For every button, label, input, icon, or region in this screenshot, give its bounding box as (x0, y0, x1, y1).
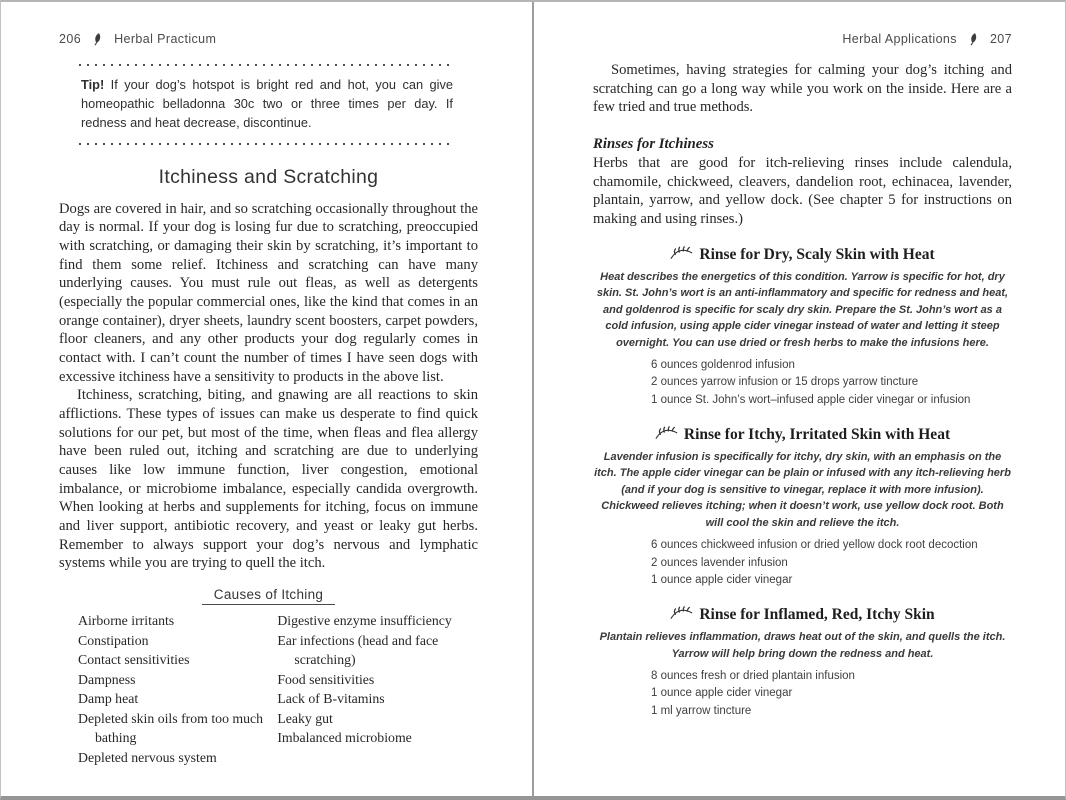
page-gutter-divider (532, 2, 534, 796)
running-head-left (59, 32, 478, 46)
list-item: Airborne irritants (78, 613, 175, 628)
sprig-icon (670, 610, 693, 620)
ingredient-item: 2 ounces yarrow infusion or 15 drops yarrow tincture (651, 376, 919, 389)
recipe-title (593, 606, 1012, 624)
section-title: Itchiness and Scratching (158, 165, 379, 188)
ingredient-item: 6 ounces goldenrod infusion (651, 359, 795, 372)
ingredient-list (651, 537, 1012, 589)
recipe-description: Plantain relieves inflammation, draws heat out of the skin, and quells the itch. Yarrow will help bring down the redness and heat. (599, 631, 1006, 660)
running-head-title: Herbal Practicum (114, 32, 217, 46)
list-item: Imbalanced microbiome (277, 730, 412, 746)
recipe-title (593, 426, 1012, 444)
recipe-title (593, 246, 1012, 264)
list-item: Damp heat (78, 691, 139, 707)
intro-paragraph: Sometimes, having strategies for calming your dog’s itching and scratching can go a long way while you work on the inside. Here are a few tried and true methods. (593, 62, 1012, 116)
body-paragraph: Dogs are covered in hair, and so scratching occasionally throughout the day is normal. If your dog is losing fur due to scratching, preoccupied with scratching, or damaging their skin by scratching, it’s important to find them some relief. Itchiness and scratching can have many underlying causes. You must rule out fleas, as well as detergents (especially the popular commercial ones, like the kind that comes in an orange container), dryer sheets, laundry scent boosters, carpet powders, floor cleaners, and any other products your dog regularly comes in contact with. I can’t count the number of times I have seen dogs with excessive itchiness have a sensitivity to products in the above list. (59, 200, 478, 385)
ingredient-item: 8 ounces fresh or dried plantain infusion (651, 670, 855, 683)
recipe-description: Lavender infusion is specifically for itchy, dry skin, with an emphasis on the itch. The apple cider vinegar can be plain or infused with any itch-relieving herb (and if your dog is sensitive to vinegar, replace it with more infusion). Chickweed relieves itching; when it doesn’t work, use yellow dock root. Both will cool the skin and relieve the itch. (594, 450, 1011, 529)
causes-column-left (78, 611, 267, 768)
ingredient-item: 1 ounce St. John’s wort–infused apple cider vinegar or infusion (651, 393, 971, 406)
causes-of-itching-table (59, 586, 478, 768)
leaf-icon (92, 32, 103, 46)
recipe-rinse-dry-scaly-skin (593, 246, 1012, 409)
list-item: Depleted skin oils from too much bathing (78, 710, 264, 746)
page-right (533, 2, 1065, 796)
list-item: Digestive enzyme insufficiency (277, 613, 452, 628)
causes-column-right (277, 611, 478, 768)
subsection-title: Rinses for Itchiness (593, 136, 714, 153)
list-item: Ear infections (head and face scratching) (277, 632, 439, 668)
running-head-title: Herbal Applications (842, 32, 957, 46)
tip-box (79, 64, 455, 145)
ingredient-list (651, 668, 1012, 720)
ingredient-item: 2 ounces lavender infusion (651, 556, 788, 569)
tip-label: Tip! (81, 77, 105, 92)
recipe-rinse-inflamed-red-itchy-skin (593, 606, 1012, 720)
recipe-title-text: Rinse for Itchy, Irritated Skin with Heat (683, 425, 951, 443)
page-number: 207 (989, 32, 1012, 46)
list-item: Food sensitivities (277, 671, 375, 687)
list-item: Contact sensitivities (78, 652, 190, 668)
tip-body: If your dog’s hotspot is bright red and hot, you can give homeopathic belladonna 30c two or three times per day. If redness and heat decrease, discontinue. (81, 77, 453, 131)
recipe-description: Heat describes the energetics of this condition. Yarrow is specific for hot, dry skin. St. John’s wort is an anti-inflammatory and specific for redness and heat, and goldenrod is specific for scaly dry skin. Prepare the St. John’s wort as a cold infusion, using apple cider vinegar instead of water and letting it steep overnight. You can use dried or fresh herbs to make the infusions here. (596, 270, 1009, 349)
running-head-right (593, 32, 1012, 46)
list-item: Lack of B-vitamins (277, 691, 385, 707)
list-item: Depleted nervous system (78, 750, 217, 766)
list-item: Dampness (78, 671, 136, 687)
ingredient-item: 1 ounce apple cider vinegar (651, 687, 793, 700)
recipe-rinse-itchy-irritated-skin (593, 426, 1012, 589)
list-item: Leaky gut (277, 710, 333, 726)
page-number: 206 (59, 32, 82, 46)
recipe-title-text: Rinse for Dry, Scaly Skin with Heat (699, 245, 935, 263)
sprig-icon (655, 430, 678, 440)
subsection-paragraph: Herbs that are good for itch-relieving rinses include calendula, chamomile, chickweed, cleavers, dandelion root, echinacea, lavender, plantain, yarrow, and yellow dock. (See chapter 5 for instructions on making and using rinses.) (593, 155, 1012, 228)
ingredient-item: 6 ounces chickweed infusion or dried yellow dock root decoction (651, 539, 978, 552)
recipe-title-text: Rinse for Inflamed, Red, Itchy Skin (699, 606, 935, 624)
body-paragraph: Itchiness, scratching, biting, and gnawing are all reactions to skin afflictions. These types of issues can make us desperate to find quick solutions for our pet, but most of the time, when fleas and flea allergy have been ruled out, itching and scratching are due to underlying causes like low immune function, liver congestion, emotional imbalance, or microbiome imbalance, especially candida overgrowth. When looking at herbs and supplements for itching, focus on immune and liver support, antibiotic recovery, and yeast or leaky gut herbs. Remember to always support your dog’s nervous and lymphatic systems while you are trying to quell the itch. (59, 387, 478, 572)
ingredient-item: 1 ounce apple cider vinegar (651, 573, 793, 586)
dotted-rule-bottom (79, 143, 455, 145)
causes-table-title: Causes of Itching (202, 587, 335, 605)
leaf-icon (968, 32, 979, 46)
ingredient-list (651, 357, 1012, 409)
tip-text (79, 66, 455, 143)
list-item: Constipation (78, 632, 149, 648)
ingredient-item: 1 ml yarrow tincture (651, 704, 752, 717)
sprig-icon (670, 250, 693, 260)
page-left (1, 2, 533, 796)
